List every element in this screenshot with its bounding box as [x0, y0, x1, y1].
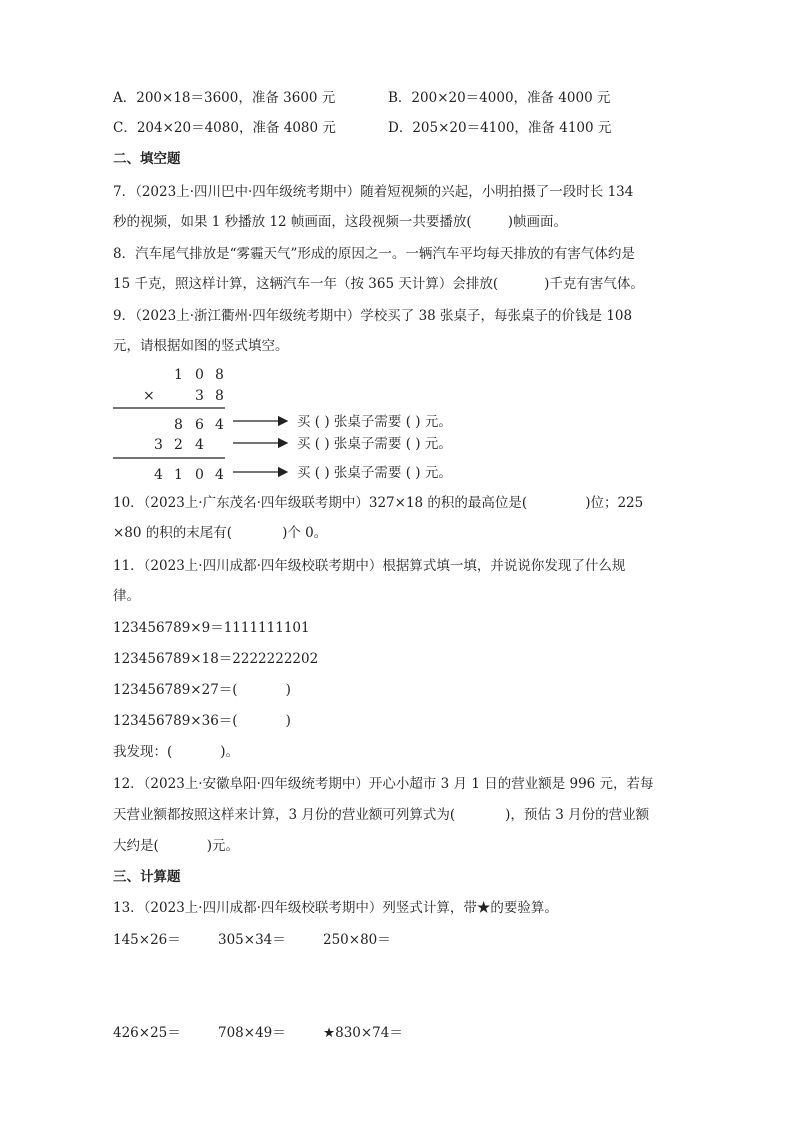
q11-eq4: 123456789×36＝( ): [113, 713, 291, 729]
q11-line2: 律。: [113, 588, 140, 604]
calc-item: 250×80＝: [323, 932, 391, 948]
vert-digit: 1: [174, 467, 183, 483]
calc-item: 708×49＝: [218, 1025, 286, 1041]
q12-line1: 12．（2023上·安徽阜阳·四年级统考期中）开心小超市 3 月 1 日的营业额是 996 元，若每: [113, 776, 654, 792]
q11-eq1: 123456789×9＝1111111101: [113, 620, 310, 636]
vert-digit: 4: [215, 467, 224, 483]
vert-digit: 8: [174, 417, 183, 433]
option-c: C．204×20＝4080，准备 4080 元: [113, 120, 336, 136]
vert-digit: 8: [215, 367, 224, 383]
vert-digit: 1: [174, 367, 183, 383]
q11-line1: 11．（2023上·四川成都·四年级校联考期中）根据算式填一填，并说说你发现了什么规: [113, 558, 626, 574]
option-a: A．200×18＝3600，准备 3600 元: [113, 90, 336, 106]
q9-line2: 元，请根据如图的竖式填空。: [113, 338, 289, 354]
q8-line2: 15 千克，照这样计算，这辆汽车一年（按 365 天计算）会排放( )千克有害气体。: [113, 276, 644, 292]
vert-digit: 4: [195, 437, 204, 453]
vert-digit: 4: [215, 417, 224, 433]
q7-line1: 7．（2023上·四川巴中·四年级统考期中）随着短视频的兴起，小明拍摄了一段时长 134: [113, 184, 634, 200]
vert-digit: 4: [154, 467, 163, 483]
q9-note-2: 买 ( ) 张桌子需要 ( ) 元。: [297, 436, 452, 452]
q11-found: 我发现：( )。: [113, 744, 240, 760]
q13-line1: 13．（2023上·四川成都·四年级校联考期中）列竖式计算，带★的要验算。: [113, 900, 558, 916]
vert-digit: 8: [215, 388, 224, 404]
vert-digit: 3: [154, 437, 163, 453]
section-title-calculation: 三、计算题: [113, 869, 181, 885]
section-title-fill-in: 二、填空题: [113, 151, 181, 167]
calc-item-verify: ★830×74＝: [323, 1025, 403, 1041]
calc-item: 145×26＝: [113, 932, 181, 948]
q12-line3: 大约是( )元。: [113, 838, 240, 854]
vert-digit: 6: [195, 417, 204, 433]
vert-digit: 0: [195, 467, 204, 483]
calc-item: 426×25＝: [113, 1025, 181, 1041]
q8-line1: 8．汽车尾气排放是“雾霾天气”形成的原因之一。一辆汽车平均每天排放的有害气体约是: [113, 246, 635, 262]
q9-note-1: 买 ( ) 张桌子需要 ( ) 元。: [297, 414, 452, 430]
calc-item: 305×34＝: [218, 932, 286, 948]
times-sign: ×: [143, 388, 155, 404]
q7-line2: 秒的视频，如果 1 秒播放 12 帧画面，这段视频一共要播放( )帧画面。: [113, 214, 567, 230]
vert-digit: 2: [174, 437, 183, 453]
q9-line1: 9．（2023上·浙江衢州·四年级统考期中）学校买了 38 张桌子，每张桌子的价钱是 108: [113, 308, 633, 324]
q12-line2: 天营业额都按照这样来计算，3 月份的营业额可列算式为( )，预估 3 月份的营业额: [113, 807, 650, 823]
option-d: D．205×20＝4100，准备 4100 元: [388, 120, 612, 136]
q10-line2: ×80 的积的末尾有( )个 0。: [113, 525, 328, 541]
q9-note-3: 买 ( ) 张桌子需要 ( ) 元。: [297, 465, 452, 481]
q11-eq3: 123456789×27＝( ): [113, 682, 291, 698]
q10-line1: 10．（2023上·广东茂名·四年级联考期中）327×18 的积的最高位是( )位；225: [113, 495, 644, 511]
vert-digit: 3: [195, 388, 204, 404]
q11-eq2: 123456789×18＝2222222202: [113, 651, 319, 667]
vert-digit: 0: [195, 367, 204, 383]
option-b: B．200×20＝4000，准备 4000 元: [388, 90, 611, 106]
